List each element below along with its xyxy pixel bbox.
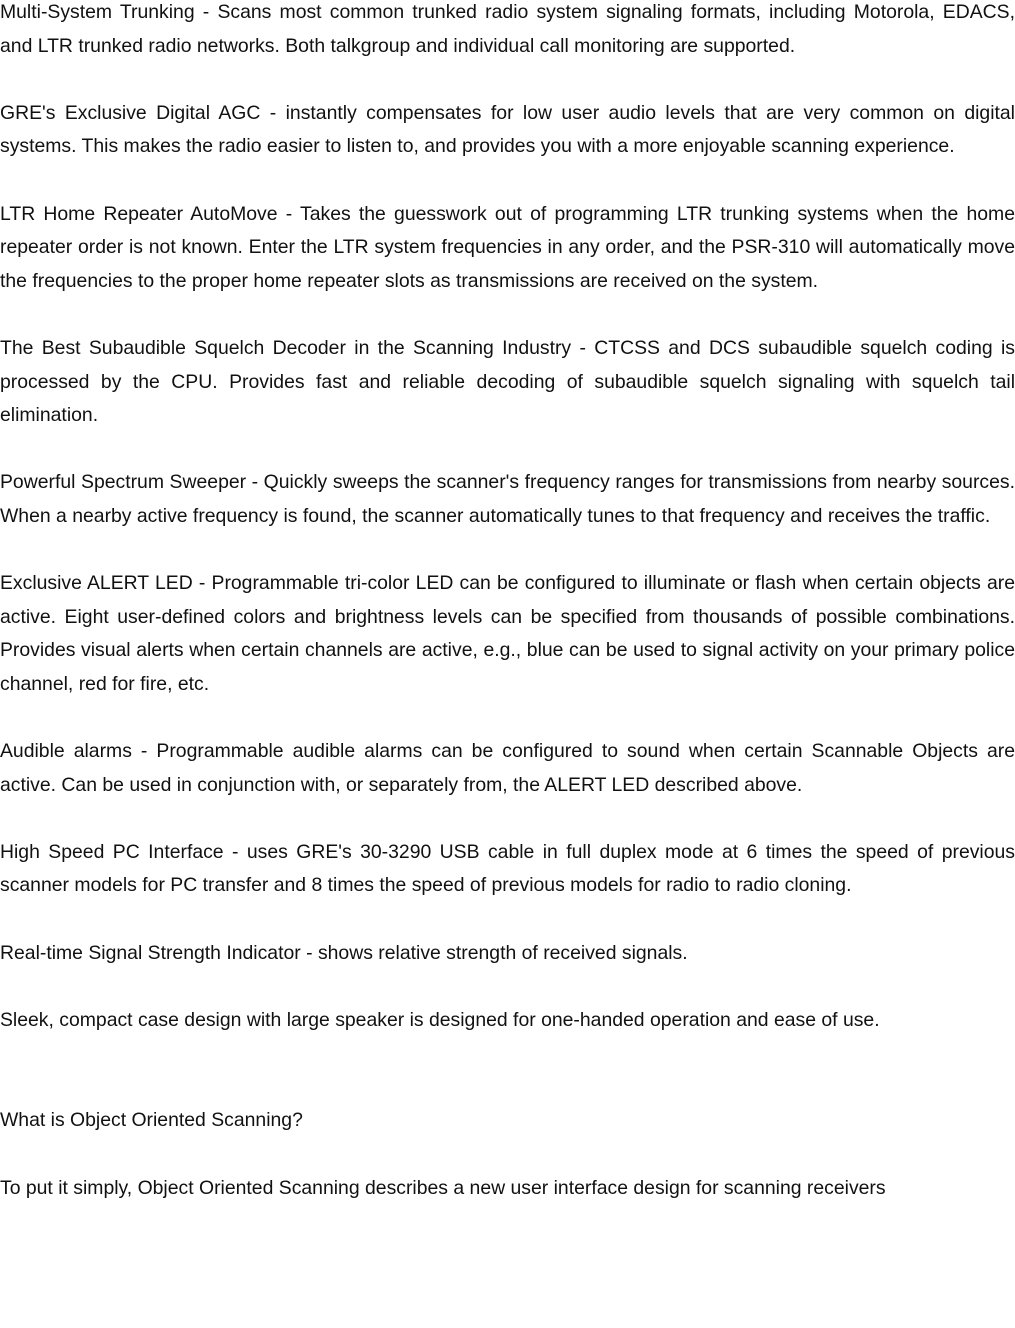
- feature-case-design: Sleek, compact case design with large speaker is designed for one-handed operation and ease of use.: [0, 1008, 880, 1031]
- feature-subaudible-squelch: The Best Subaudible Squelch Decoder in the Scanning Industry - CTCSS and DCS subaudible squelch coding is processed by the CPU. Provides fast and reliable decoding of subaudible squelch signaling with squelch tail elimination.: [0, 336, 1015, 427]
- feature-audible-alarms: Audible alarms - Programmable audible alarms can be configured to sound when certain Scannable Objects are active. Can be used in conjunction with, or separately from, the ALERT LED described above.: [0, 740, 1015, 796]
- feature-signal-strength: Real-time Signal Strength Indicator - shows relative strength of received signals.: [0, 941, 688, 964]
- feature-pc-interface: High Speed PC Interface - uses GRE's 30-3290 USB cable in full duplex mode at 6 times the speed of previous scanner models for PC transfer and 8 times the speed of previous models for radio to radio cloning.: [0, 840, 1015, 897]
- feature-ltr-automove: LTR Home Repeater AutoMove - Takes the guesswork out of programming LTR trunking systems when the home repeater order is not known. Enter the LTR system frequencies in any order, and the PSR-310 will automatically move the frequencies to the proper home repeater slots as transmissions are received on the system.: [0, 202, 1015, 292]
- feature-alert-led: Exclusive ALERT LED - Programmable tri-color LED can be configured to illuminate or flash when certain objects are active. Eight user-defined colors and brightness levels can be specified from thousands of possible combinations. Provides visual alerts when certain channels are active, e.g., blue can be used to signal activity on your primary police channel, red for fire, etc.: [0, 572, 1015, 695]
- feature-multi-system-trunking: Multi-System Trunking - Scans most common trunked radio system signaling formats, including Motorola, EDACS, and LTR trunked radio networks. Both talkgroup and individual call monitoring are supported.: [0, 1, 1015, 57]
- section-intro: To put it simply, Object Oriented Scanning describes a new user interface design for scanning receivers: [0, 1176, 886, 1199]
- feature-digital-agc: GRE's Exclusive Digital AGC - instantly compensates for low user audio levels that are very common on digital systems. This makes the radio easier to listen to, and provides you with a more enjoyable scanning experience.: [0, 101, 1015, 158]
- section-heading: What is Object Oriented Scanning?: [0, 1109, 303, 1132]
- feature-spectrum-sweeper: Powerful Spectrum Sweeper - Quickly sweeps the scanner's frequency ranges for transmissions from nearby sources. When a nearby active frequency is found, the scanner automatically tunes to that frequency and receives the traffic.: [0, 471, 1015, 527]
